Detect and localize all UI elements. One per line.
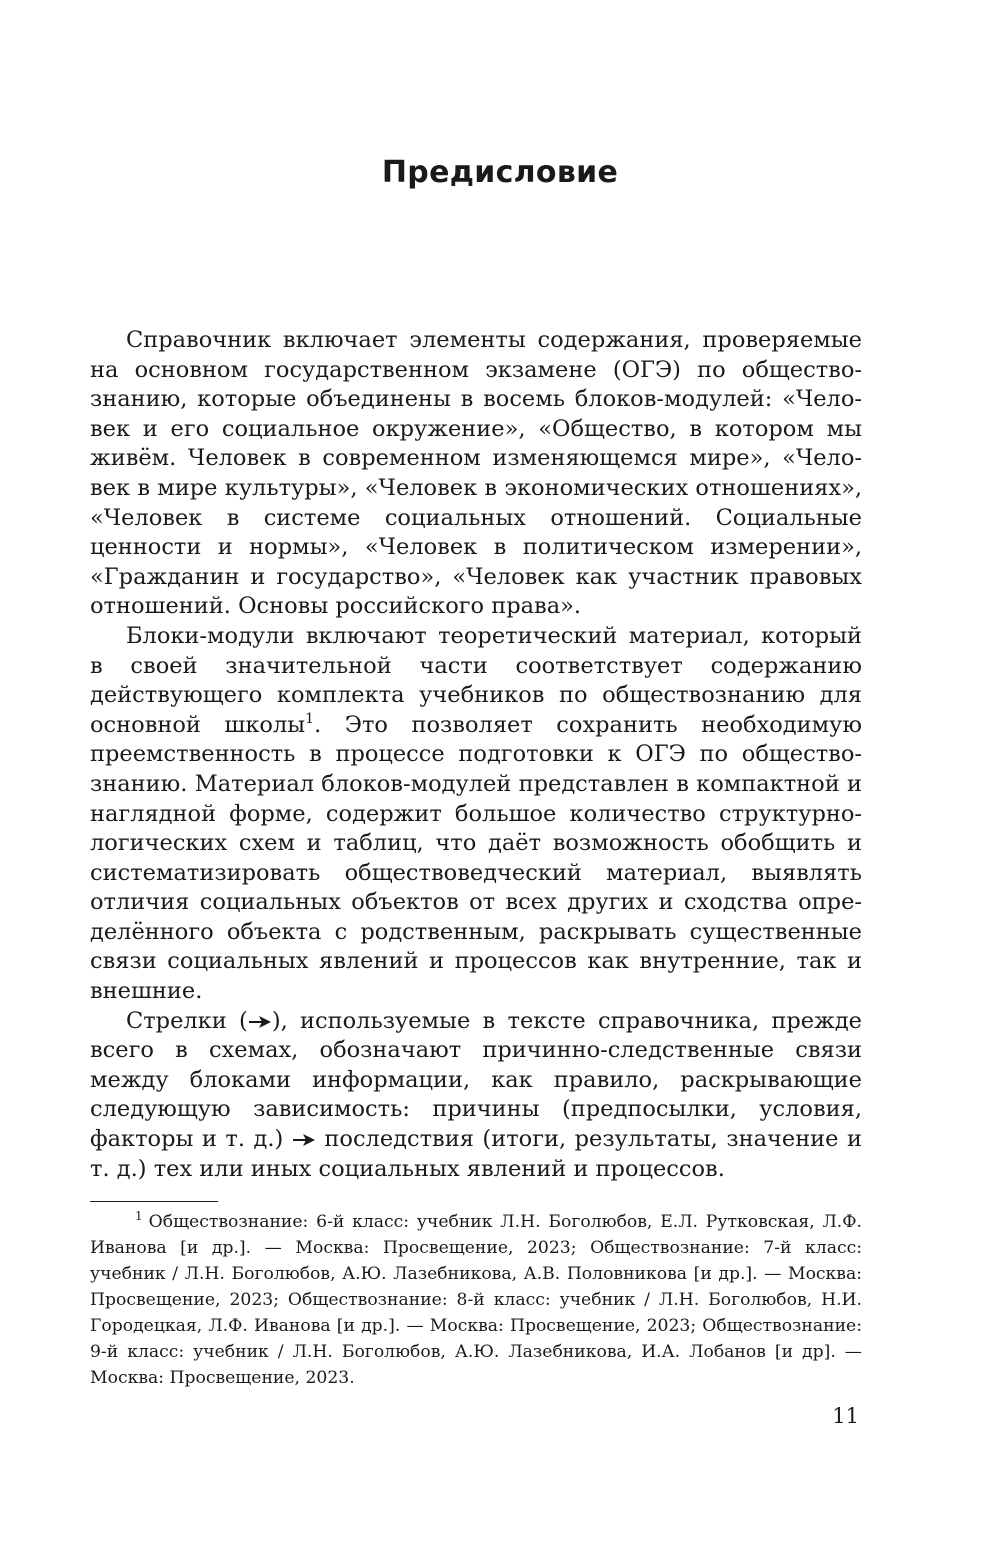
main-text xyxy=(90,326,862,1184)
footnote-number: 1 xyxy=(135,1209,143,1223)
paragraph-2 xyxy=(90,622,862,1007)
footnote-text: Обществознание: 6-й класс: учебник Л.Н. Боголюбов, Е.Л. Рутковская, Л.Ф. Иванова [и др.]. — Москва: Просвещение, 2023; Обществознание: 7-й класс: учебник / Л.Н. Боголюбов, А.Ю. Лазебникова, А.В. Половникова [и др.]. — Москва: Просвещение, 2023; Обществознание: 8-й класс: учебник / Л.Н. Боголюбов, Н.И. Городецкая, Л.Ф. Иванова [и др.]. — Москва: Просвещение, 2023; Обществознание: 9-й класс: учебник / Л.Н. Боголюбов, А.Ю. Лазебникова, И.А. Лобанов [и др]. — Москва: Просвещение, 2023. xyxy=(90,1212,862,1388)
paragraph-2-text-b: . Это позволяет сохранить необходимую преемственность в процессе подготовки к ОГЭ по обществознанию. Материал блоков-модулей представлен в компактной и наглядной форме, содержит большое количество структурно-логических схем и таблиц, что даёт возможность обобщить и систематизировать обществоведческий материал, выявлять отличия социальных объектов от всех других и сходства определённого объекта с родственным, раскрывать существенные связи социальных явлений и процессов как внутренние, так и внешние. xyxy=(90,711,862,1005)
page-title: Предисловие xyxy=(381,155,619,190)
page-number: 11 xyxy=(832,1404,859,1428)
paragraph-1: Справочник включает элементы содержания, проверяемые на основном государственном экзамене (ОГЭ) по обществознанию, которые объединены в восемь блоков-модулей: «Человек и его социальное окружение», «Общество, в котором мы живём. Человек в современном изменяющемся мире», «Человек в мире культуры», «Человек в экономических отношениях», «Человек в системе социальных отношений. Социальные ценности и нормы», «Человек в политическом измерении», «Гражданин и государство», «Человек как участник правовых отношений. Основы российского права». xyxy=(90,327,862,620)
arrow-right-icon xyxy=(292,1133,316,1147)
paragraph-2-text-a: Блоки-модули включают теоретический материал, который в своей значительной части соответствует содержанию действующего комплекта учебников по обществознанию для основной школы xyxy=(90,622,862,738)
arrow-right-icon xyxy=(248,1015,272,1029)
footnote-divider xyxy=(90,1201,218,1202)
footnote xyxy=(90,1209,862,1391)
footnote-reference: 1 xyxy=(305,710,315,727)
paragraph-3-text-c: последствия (итоги, результаты, значение и т. д.) тех или иных социальных явлений и процессов. xyxy=(90,1126,863,1182)
paragraph-3 xyxy=(90,1007,862,1185)
paragraph-3-text-b: ), используемые в тексте справочника, прежде всего в схемах, обозначают причинно-следственные связи между блоками информации, как правило, раскрывающие следующую зависимость: причины (предпосылки, условия, факторы и т. д.) xyxy=(90,1007,862,1153)
paragraph-3-text-a: Стрелки ( xyxy=(126,1007,248,1034)
